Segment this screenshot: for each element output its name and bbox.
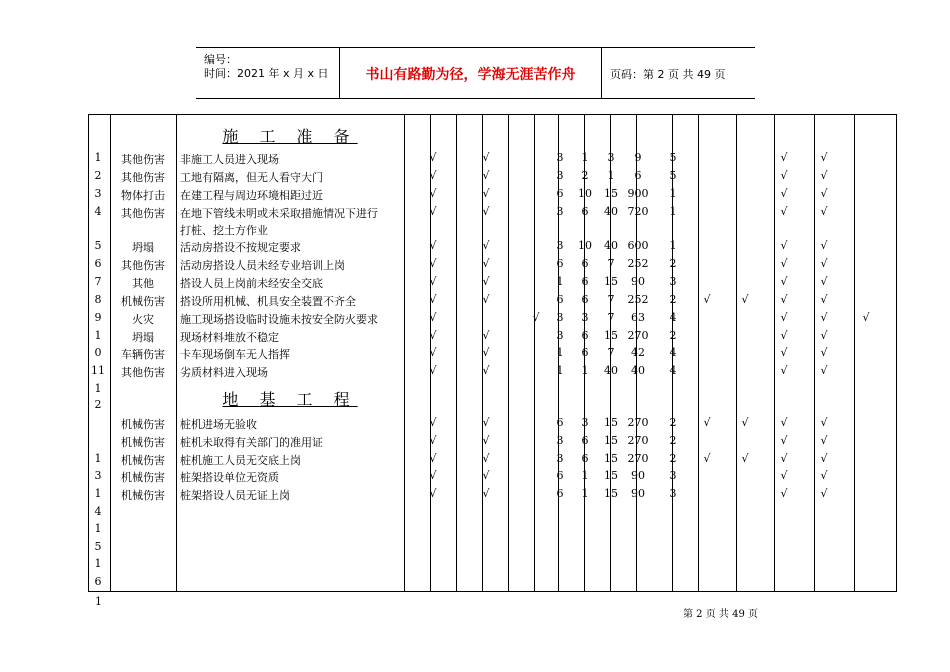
hazard-description: 施工现场搭设临时设施未按安全防火要求 bbox=[180, 313, 378, 326]
risk-value-d: 252 bbox=[627, 257, 649, 270]
row-number: 1 bbox=[94, 329, 102, 342]
check-mark: √ bbox=[482, 257, 490, 270]
risk-value-d: 6 bbox=[634, 169, 642, 182]
hazard-category: 车辆伤害 bbox=[121, 348, 165, 361]
risk-value-a: 1 bbox=[556, 346, 564, 359]
row-number: 1 bbox=[94, 522, 102, 535]
risk-value-b: 3 bbox=[581, 416, 589, 429]
risk-value-b: 10 bbox=[578, 239, 592, 252]
column-divider bbox=[698, 114, 699, 592]
hazard-category: 物体打击 bbox=[121, 189, 165, 202]
check-mark: √ bbox=[780, 275, 788, 288]
risk-value-b: 6 bbox=[581, 452, 589, 465]
column-divider bbox=[404, 114, 405, 592]
row-number: 1 bbox=[94, 452, 102, 465]
risk-value-b: 3 bbox=[581, 311, 589, 324]
risk-value-a: 3 bbox=[556, 329, 564, 342]
hazard-category: 火灾 bbox=[132, 313, 154, 326]
check-mark: √ bbox=[482, 151, 490, 164]
risk-value-e: 5 bbox=[669, 169, 677, 182]
hazard-description: 搭设所用机械、机具安全装置不齐全 bbox=[180, 295, 356, 308]
risk-value-a: 6 bbox=[556, 257, 564, 270]
check-mark: √ bbox=[482, 205, 490, 218]
risk-value-b: 10 bbox=[578, 187, 592, 200]
risk-value-e: 2 bbox=[669, 416, 677, 429]
risk-value-a: 3 bbox=[556, 311, 564, 324]
risk-value-c: 15 bbox=[604, 434, 618, 447]
column-divider bbox=[176, 114, 177, 592]
check-mark: √ bbox=[482, 364, 490, 377]
check-mark: √ bbox=[780, 205, 788, 218]
risk-value-a: 3 bbox=[556, 151, 564, 164]
risk-value-a: 6 bbox=[556, 487, 564, 500]
check-mark: √ bbox=[429, 311, 437, 324]
hazard-description: 搭设人员上岗前未经安全交底 bbox=[180, 277, 323, 290]
risk-value-c: 40 bbox=[604, 205, 618, 218]
check-mark: √ bbox=[820, 257, 828, 270]
check-mark: √ bbox=[780, 346, 788, 359]
risk-value-d: 270 bbox=[627, 329, 649, 342]
risk-value-b: 6 bbox=[581, 434, 589, 447]
check-mark: √ bbox=[429, 239, 437, 252]
risk-value-a: 6 bbox=[556, 187, 564, 200]
risk-value-e: 5 bbox=[669, 151, 677, 164]
risk-value-e: 1 bbox=[669, 187, 677, 200]
hazard-description-continued: 打桩、挖土方作业 bbox=[180, 224, 268, 237]
check-mark: √ bbox=[429, 275, 437, 288]
check-mark: √ bbox=[780, 452, 788, 465]
hazard-category: 机械伤害 bbox=[121, 489, 165, 502]
risk-value-b: 1 bbox=[581, 364, 589, 377]
check-mark: √ bbox=[820, 346, 828, 359]
risk-value-c: 1 bbox=[607, 169, 615, 182]
hazard-category: 机械伤害 bbox=[121, 295, 165, 308]
risk-value-c: 15 bbox=[604, 275, 618, 288]
check-mark: √ bbox=[429, 169, 437, 182]
check-mark: √ bbox=[741, 452, 749, 465]
hazard-category: 其他伤害 bbox=[121, 259, 165, 272]
risk-value-c: 7 bbox=[607, 311, 615, 324]
hazard-description: 卡车现场倒车无人指挥 bbox=[180, 348, 290, 361]
check-mark: √ bbox=[780, 487, 788, 500]
risk-value-e: 1 bbox=[669, 239, 677, 252]
risk-value-c: 15 bbox=[604, 487, 618, 500]
risk-value-b: 6 bbox=[581, 293, 589, 306]
risk-value-c: 3 bbox=[607, 151, 615, 164]
check-mark: √ bbox=[820, 293, 828, 306]
check-mark: √ bbox=[780, 364, 788, 377]
risk-value-a: 3 bbox=[556, 205, 564, 218]
hazard-category: 其他伤害 bbox=[121, 207, 165, 220]
risk-value-b: 6 bbox=[581, 329, 589, 342]
row-number: 1 bbox=[94, 557, 102, 570]
row-number: 6 bbox=[94, 257, 102, 270]
row-number: 1 bbox=[94, 382, 102, 395]
check-mark: √ bbox=[703, 293, 711, 306]
row-number: 2 bbox=[94, 169, 102, 182]
risk-value-e: 2 bbox=[669, 452, 677, 465]
check-mark: √ bbox=[703, 416, 711, 429]
risk-value-c: 7 bbox=[607, 293, 615, 306]
risk-value-a: 6 bbox=[556, 293, 564, 306]
risk-value-b: 6 bbox=[581, 275, 589, 288]
row-number: 11 bbox=[91, 364, 105, 377]
page-footer: 第 2 页 共 49 页 bbox=[683, 609, 758, 620]
risk-value-e: 2 bbox=[669, 293, 677, 306]
check-mark: √ bbox=[429, 434, 437, 447]
risk-value-c: 40 bbox=[604, 239, 618, 252]
risk-value-e: 4 bbox=[669, 311, 677, 324]
check-mark: √ bbox=[532, 311, 540, 324]
check-mark: √ bbox=[429, 187, 437, 200]
check-mark: √ bbox=[429, 487, 437, 500]
check-mark: √ bbox=[482, 346, 490, 359]
check-mark: √ bbox=[780, 187, 788, 200]
hazard-description: 桩机施工人员无交底上岗 bbox=[180, 454, 301, 467]
risk-value-b: 1 bbox=[581, 151, 589, 164]
row-number: 3 bbox=[94, 187, 102, 200]
hazard-category: 机械伤害 bbox=[121, 418, 165, 431]
header-motto-cell bbox=[340, 48, 602, 98]
check-mark: √ bbox=[780, 257, 788, 270]
risk-value-a: 3 bbox=[556, 239, 564, 252]
risk-value-c: 40 bbox=[604, 364, 618, 377]
column-divider bbox=[736, 114, 737, 592]
check-mark: √ bbox=[429, 205, 437, 218]
check-mark: √ bbox=[780, 469, 788, 482]
risk-value-d: 90 bbox=[631, 487, 645, 500]
risk-value-c: 15 bbox=[604, 416, 618, 429]
check-mark: √ bbox=[820, 205, 828, 218]
check-mark: √ bbox=[780, 416, 788, 429]
check-mark: √ bbox=[482, 187, 490, 200]
column-divider bbox=[456, 114, 457, 592]
hazard-description: 桩架搭设人员无证上岗 bbox=[180, 489, 290, 502]
time-label: 时间：2021 年 x 月 x 日 bbox=[204, 67, 329, 80]
risk-value-a: 1 bbox=[556, 275, 564, 288]
hazard-description: 桩架搭设单位无资质 bbox=[180, 471, 279, 484]
check-mark: √ bbox=[780, 329, 788, 342]
risk-value-b: 1 bbox=[581, 469, 589, 482]
hazard-category: 坍塌 bbox=[132, 241, 154, 254]
risk-value-d: 720 bbox=[627, 205, 649, 218]
risk-value-e: 2 bbox=[669, 434, 677, 447]
column-divider bbox=[854, 114, 855, 592]
row-number: 0 bbox=[94, 346, 102, 359]
risk-value-a: 6 bbox=[556, 416, 564, 429]
check-mark: √ bbox=[820, 275, 828, 288]
risk-value-c: 15 bbox=[604, 452, 618, 465]
risk-value-e: 4 bbox=[669, 364, 677, 377]
hazard-category: 其他 bbox=[132, 277, 154, 290]
hazard-category: 机械伤害 bbox=[121, 471, 165, 484]
check-mark: √ bbox=[820, 311, 828, 324]
risk-value-a: 3 bbox=[556, 434, 564, 447]
check-mark: √ bbox=[703, 452, 711, 465]
hazard-category: 其他伤害 bbox=[121, 366, 165, 379]
check-mark: √ bbox=[820, 452, 828, 465]
risk-value-e: 3 bbox=[669, 487, 677, 500]
risk-value-b: 6 bbox=[581, 346, 589, 359]
check-mark: √ bbox=[820, 151, 828, 164]
check-mark: √ bbox=[429, 257, 437, 270]
risk-value-b: 2 bbox=[581, 169, 589, 182]
check-mark: √ bbox=[482, 434, 490, 447]
check-mark: √ bbox=[429, 151, 437, 164]
hazard-description: 桩机未取得有关部门的准用证 bbox=[180, 436, 323, 449]
row-number: 7 bbox=[94, 275, 102, 288]
row-number: 6 bbox=[94, 575, 102, 588]
risk-value-c: 7 bbox=[607, 346, 615, 359]
check-mark: √ bbox=[482, 452, 490, 465]
hazard-category: 机械伤害 bbox=[121, 454, 165, 467]
check-mark: √ bbox=[482, 329, 490, 342]
risk-value-e: 2 bbox=[669, 257, 677, 270]
risk-value-c: 15 bbox=[604, 329, 618, 342]
row-number: 4 bbox=[94, 205, 102, 218]
risk-value-d: 270 bbox=[627, 452, 649, 465]
check-mark: √ bbox=[429, 346, 437, 359]
risk-value-d: 40 bbox=[631, 364, 645, 377]
check-mark: √ bbox=[482, 487, 490, 500]
risk-value-c: 7 bbox=[607, 257, 615, 270]
motto-text: 书山有路勤为径，学海无涯苦作舟 bbox=[365, 67, 576, 83]
risk-value-c: 15 bbox=[604, 187, 618, 200]
check-mark: √ bbox=[482, 239, 490, 252]
check-mark: √ bbox=[820, 416, 828, 429]
row-number: 5 bbox=[94, 540, 102, 553]
column-divider bbox=[534, 114, 535, 592]
check-mark: √ bbox=[820, 169, 828, 182]
hazard-description: 在地下管线未明或未采取措施情况下进行 bbox=[180, 207, 378, 220]
check-mark: √ bbox=[429, 364, 437, 377]
check-mark: √ bbox=[820, 487, 828, 500]
header-page-cell bbox=[602, 48, 755, 98]
hazard-category: 机械伤害 bbox=[121, 436, 165, 449]
footer-row-number: 1 bbox=[95, 595, 102, 608]
risk-value-a: 6 bbox=[556, 469, 564, 482]
risk-value-d: 270 bbox=[627, 416, 649, 429]
hazard-category: 其他伤害 bbox=[121, 153, 165, 166]
risk-value-d: 63 bbox=[631, 311, 645, 324]
risk-value-a: 3 bbox=[556, 452, 564, 465]
row-number: 2 bbox=[94, 398, 102, 411]
header-info-cell bbox=[196, 48, 340, 98]
check-mark: √ bbox=[780, 239, 788, 252]
check-mark: √ bbox=[482, 416, 490, 429]
row-number: 1 bbox=[94, 151, 102, 164]
risk-value-e: 3 bbox=[669, 275, 677, 288]
row-number: 8 bbox=[94, 293, 102, 306]
check-mark: √ bbox=[429, 452, 437, 465]
risk-value-a: 1 bbox=[556, 364, 564, 377]
check-mark: √ bbox=[482, 469, 490, 482]
risk-value-d: 900 bbox=[627, 187, 649, 200]
check-mark: √ bbox=[780, 434, 788, 447]
column-divider bbox=[508, 114, 509, 592]
serial-label: 编号： bbox=[204, 53, 237, 66]
check-mark: √ bbox=[482, 293, 490, 306]
check-mark: √ bbox=[429, 469, 437, 482]
hazard-description: 在建工程与周边环境相距过近 bbox=[180, 189, 323, 202]
hazard-description: 桩机进场无验收 bbox=[180, 418, 257, 431]
risk-value-d: 9 bbox=[634, 151, 642, 164]
risk-value-b: 1 bbox=[581, 487, 589, 500]
section-title-preparation: 施 工 准 备 bbox=[222, 127, 358, 146]
check-mark: √ bbox=[820, 364, 828, 377]
hazard-description: 非施工人员进入现场 bbox=[180, 153, 279, 166]
risk-value-d: 90 bbox=[631, 469, 645, 482]
check-mark: √ bbox=[429, 416, 437, 429]
check-mark: √ bbox=[780, 151, 788, 164]
risk-value-d: 252 bbox=[627, 293, 649, 306]
hazard-description: 活动房搭设人员未经专业培训上岗 bbox=[180, 259, 345, 272]
section-title-foundation: 地 基 工 程 bbox=[222, 390, 358, 409]
hazard-description: 活动房搭设不按规定要求 bbox=[180, 241, 301, 254]
check-mark: √ bbox=[820, 469, 828, 482]
check-mark: √ bbox=[820, 329, 828, 342]
risk-value-c: 15 bbox=[604, 469, 618, 482]
row-number: 3 bbox=[94, 469, 102, 482]
risk-value-e: 2 bbox=[669, 329, 677, 342]
check-mark: √ bbox=[820, 434, 828, 447]
check-mark: √ bbox=[741, 293, 749, 306]
page-label: 页码：第 2 页 共 49 页 bbox=[610, 68, 726, 81]
hazard-description: 劣质材料进入现场 bbox=[180, 366, 268, 379]
check-mark: √ bbox=[741, 416, 749, 429]
document-header bbox=[196, 47, 755, 99]
row-number: 1 bbox=[94, 487, 102, 500]
risk-value-e: 3 bbox=[669, 469, 677, 482]
check-mark: √ bbox=[429, 293, 437, 306]
check-mark: √ bbox=[429, 329, 437, 342]
risk-value-d: 270 bbox=[627, 434, 649, 447]
risk-value-b: 6 bbox=[581, 205, 589, 218]
check-mark: √ bbox=[820, 239, 828, 252]
check-mark: √ bbox=[780, 311, 788, 324]
check-mark: √ bbox=[482, 275, 490, 288]
check-mark: √ bbox=[862, 311, 870, 324]
check-mark: √ bbox=[820, 187, 828, 200]
check-mark: √ bbox=[780, 169, 788, 182]
row-number: 9 bbox=[94, 311, 102, 324]
risk-value-d: 90 bbox=[631, 275, 645, 288]
row-number: 5 bbox=[94, 239, 102, 252]
check-mark: √ bbox=[482, 169, 490, 182]
risk-value-e: 1 bbox=[669, 205, 677, 218]
hazard-description: 工地有隔离，但无人看守大门 bbox=[180, 171, 323, 184]
risk-value-d: 600 bbox=[627, 239, 649, 252]
hazard-category: 其他伤害 bbox=[121, 171, 165, 184]
hazard-description: 现场材料堆放不稳定 bbox=[180, 331, 279, 344]
check-mark: √ bbox=[780, 293, 788, 306]
risk-value-d: 42 bbox=[631, 346, 645, 359]
risk-value-a: 3 bbox=[556, 169, 564, 182]
hazard-category: 坍塌 bbox=[132, 331, 154, 344]
risk-value-b: 6 bbox=[581, 257, 589, 270]
risk-value-e: 4 bbox=[669, 346, 677, 359]
row-number: 4 bbox=[94, 505, 102, 518]
